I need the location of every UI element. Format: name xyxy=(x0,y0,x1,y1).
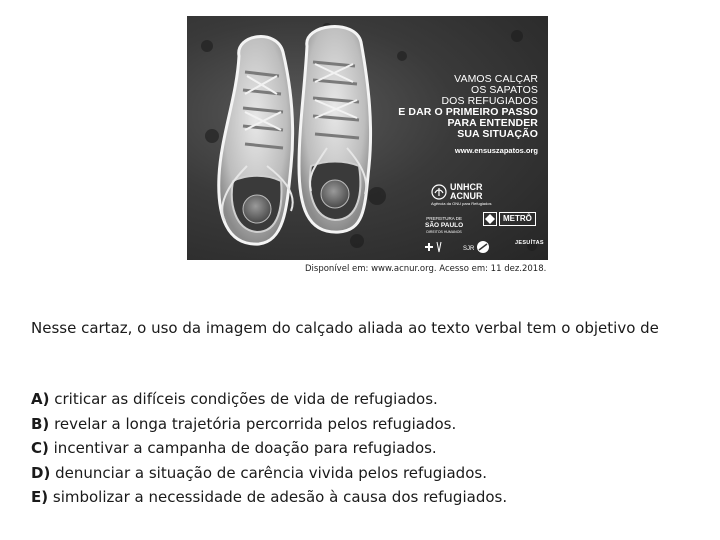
partner-emblem-icon xyxy=(463,241,489,253)
option-e[interactable] xyxy=(31,485,701,510)
option-text: revelar a longa trajetória percorrida pelos refugiados. xyxy=(49,414,457,433)
option-d[interactable] xyxy=(31,461,701,486)
slogan-line: VAMOS CALÇAR xyxy=(454,73,538,85)
slogan-line: SUA SITUAÇÃO xyxy=(457,128,538,140)
metro-label: METRÔ xyxy=(499,212,536,226)
left-sneaker xyxy=(219,37,293,245)
cross-emblem-icon xyxy=(425,242,441,252)
partner-icons xyxy=(423,238,503,256)
slogan-line: E DAR O PRIMEIRO PASSO xyxy=(398,106,538,118)
slogan-line: PARA ENTENDER xyxy=(447,117,538,129)
poster-slogan xyxy=(398,74,538,140)
metro-symbol-icon xyxy=(483,212,497,226)
image-source-caption: Disponível em: www.acnur.org. Acesso em: 11 dez.2018. xyxy=(305,264,547,274)
answer-options xyxy=(31,387,701,510)
option-letter: B) xyxy=(31,414,50,433)
unhcr-logo xyxy=(431,182,501,206)
option-text: denunciar a situação de carência vivida pelos refugiados. xyxy=(50,463,487,482)
jesuitas-logo: JESUÍTAS xyxy=(515,240,544,246)
option-text: incentivar a campanha de doação para refugiados. xyxy=(48,439,437,457)
acnur-text: ACNUR xyxy=(450,191,483,201)
slogan-line: OS SAPATOS xyxy=(471,84,538,96)
sp-line-1: PREFEITURA DE xyxy=(426,216,462,221)
campaign-poster xyxy=(187,16,548,260)
unhcr-text: UNHCR xyxy=(450,182,483,192)
metro-logo xyxy=(483,212,536,226)
svg-text:SJR: SJR xyxy=(463,246,475,252)
prefeitura-sp-logo xyxy=(425,215,463,236)
sp-line-2: SÃO PAULO xyxy=(425,222,464,229)
option-a[interactable] xyxy=(31,387,701,412)
option-letter: A) xyxy=(31,390,50,408)
option-letter: E) xyxy=(31,488,49,506)
option-b[interactable] xyxy=(31,412,701,437)
unhcr-emblem-icon xyxy=(431,184,447,200)
unhcr-subtitle: Agência da ONU para Refugiados xyxy=(431,201,492,206)
sp-line-3: DIREITOS HUMANOS xyxy=(426,230,462,234)
option-text: criticar as difíceis condições de vida de refugiados. xyxy=(49,390,438,408)
question-stem: Nesse cartaz, o uso da imagem do calçado aliada ao texto verbal tem o objetivo de xyxy=(31,319,659,337)
slogan-line: DOS REFUGIADOS xyxy=(441,95,538,107)
option-c[interactable] xyxy=(31,436,701,461)
option-letter: C) xyxy=(31,439,49,457)
poster-url: www.ensuszapatos.org xyxy=(454,146,538,155)
right-sneaker xyxy=(299,27,371,233)
option-letter: D) xyxy=(31,463,51,482)
option-text: simbolizar a necessidade de adesão à causa dos refugiados. xyxy=(48,488,508,506)
